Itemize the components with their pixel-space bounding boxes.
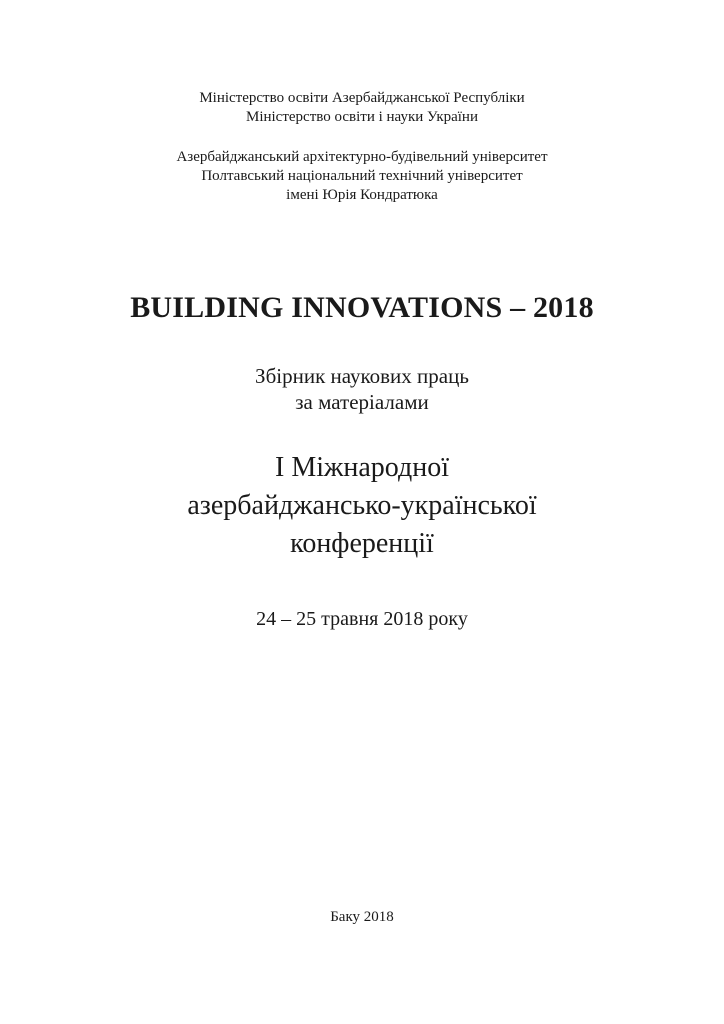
conference-line-2: азербайджансько-української xyxy=(187,490,537,521)
conference-dates: 24 – 25 травня 2018 року xyxy=(256,608,468,630)
conference-line-3: конференції xyxy=(290,528,434,559)
ministry-line-1: Міністерство освіти Азербайджанської Республіки xyxy=(199,90,525,106)
subtitle-line-2: за матеріалами xyxy=(295,390,429,414)
university-line-1: Азербайджанський архітектурно-будівельний університет xyxy=(176,149,548,165)
university-line-2: Полтавський національний технічний університет xyxy=(201,168,523,184)
document-title: BUILDING INNOVATIONS – 2018 xyxy=(130,291,594,324)
conference-line-1: І Міжнародної xyxy=(275,452,449,483)
subtitle-line-1: Збірник наукових праць xyxy=(255,364,469,388)
place-and-year: Баку 2018 xyxy=(330,909,394,925)
ministry-line-2: Міністерство освіти і науки України xyxy=(245,109,478,125)
university-line-3: імені Юрія Кондратюка xyxy=(286,187,438,203)
